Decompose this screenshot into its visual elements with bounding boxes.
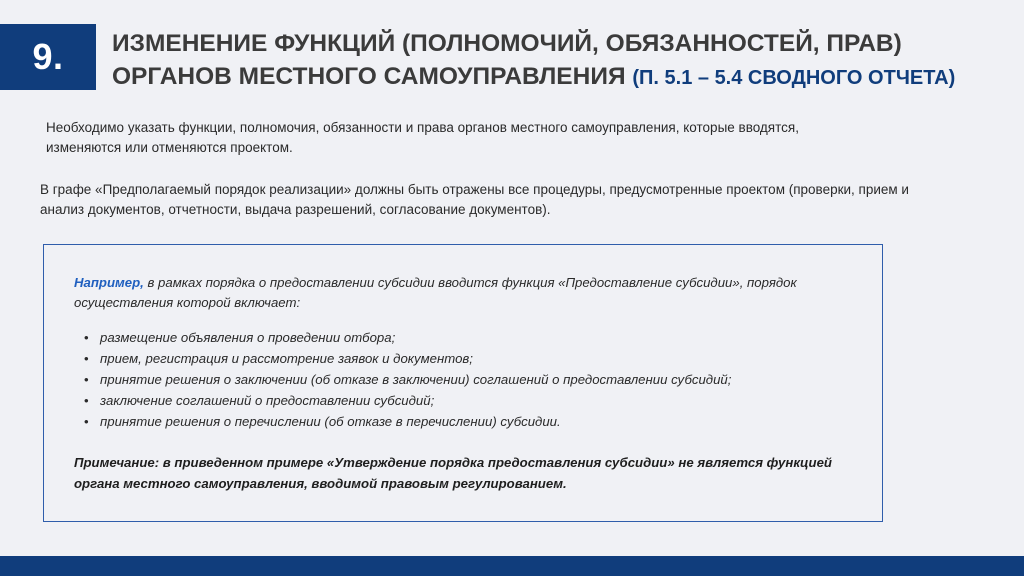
list-item-text: размещение объявления о проведении отбора; [100, 330, 396, 345]
example-lead: Например, [74, 275, 144, 290]
bullet-icon: • [84, 414, 89, 429]
bullet-icon: • [84, 372, 89, 387]
footer-bar [0, 556, 1024, 576]
title-main: ИЗМЕНЕНИЕ ФУНКЦИЙ (ПОЛНОМОЧИЙ, ОБЯЗАННОСТЕЙ, ПРАВ) ОРГАНОВ МЕСТНОГО САМОУПРАВЛЕНИЯ [112, 30, 902, 90]
list-item-text: прием, регистрация и рассмотрение заявок и документов; [100, 351, 473, 366]
slide-number: 9. [32, 36, 64, 77]
example-bullet-list [84, 327, 731, 432]
slide-number-badge [0, 24, 96, 90]
example-body: в рамках порядка о предоставлении субсидии вводится функция «Предоставление субсидии», порядок осуществления которой включает: [74, 275, 797, 310]
example-note: Примечание: в приведенном примере «Утверждение порядка предоставления субсидии» не является функцией органа местного самоуправления, вводимой правовым регулированием. [74, 455, 832, 491]
list-item [84, 327, 731, 348]
list-item [84, 369, 731, 390]
bullet-icon: • [84, 393, 89, 408]
intro-paragraph: Необходимо указать функции, полномочия, обязанности и права органов местного самоуправления, которые вводятся, изменяются или отменяются проектом. [46, 120, 799, 155]
list-item-text: принятие решения о перечислении (об отказе в перечислении) субсидии. [100, 414, 561, 429]
list-item-text: заключение соглашений о предоставлении субсидий; [100, 393, 435, 408]
list-item [84, 411, 731, 432]
bullet-icon: • [84, 330, 89, 345]
list-item [84, 390, 731, 411]
list-item-text: принятие решения о заключении (об отказе в заключении) соглашений о предоставлении субсидий; [100, 372, 732, 387]
procedure-paragraph: В графе «Предполагаемый порядок реализации» должны быть отражены все процедуры, предусмотренные проектом (проверки, прием и анализ документов, отчетности, выдача разрешений, согласование документов). [40, 182, 909, 217]
page-title [112, 27, 1012, 95]
example-text [74, 273, 874, 313]
example-box [43, 244, 883, 522]
bullet-icon: • [84, 351, 89, 366]
list-item [84, 348, 731, 369]
title-reference: (П. 5.1 – 5.4 СВОДНОГО ОТЧЕТА) [632, 67, 956, 89]
